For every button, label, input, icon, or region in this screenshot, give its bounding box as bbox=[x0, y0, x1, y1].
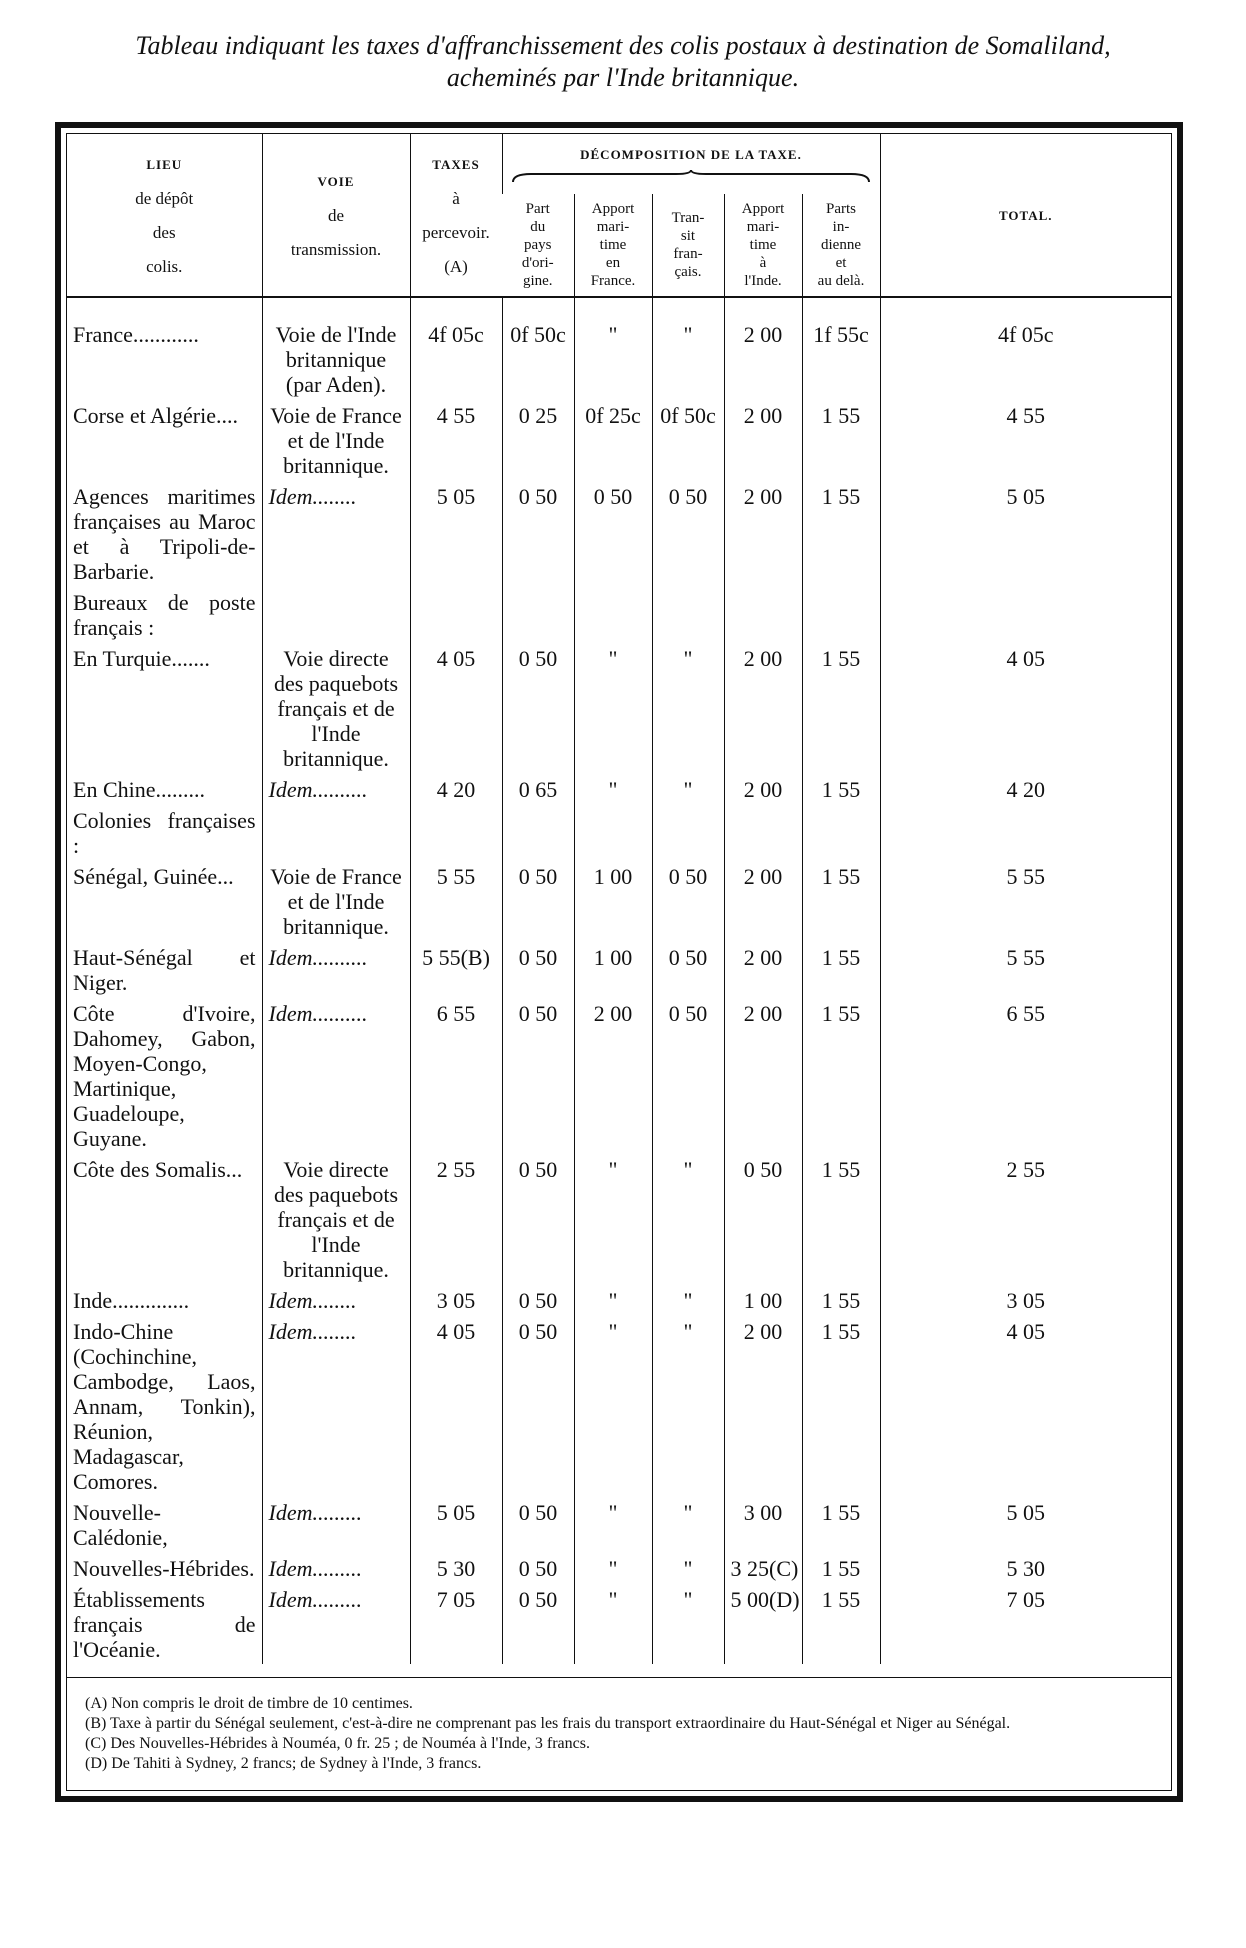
cell-voie: Voie de France et de l'Inde britannique. bbox=[262, 399, 410, 480]
cell-taxe: 3 05 bbox=[410, 1284, 502, 1315]
cell-transit: 0 50 bbox=[652, 941, 724, 997]
cell-taxe: 5 55 bbox=[410, 860, 502, 941]
cell-lieu: Nouvelles-Hébrides. bbox=[73, 1556, 255, 1581]
tariff-table bbox=[67, 134, 1171, 1664]
table-row bbox=[67, 642, 1171, 773]
cell-taxe: 5 05 bbox=[410, 480, 502, 586]
table-row bbox=[67, 1496, 1171, 1552]
header-transit-francais: Tran- sit fran- çais. bbox=[652, 194, 724, 297]
cell-apport-inde: 2 00 bbox=[724, 297, 802, 399]
cell-lieu: Inde.............. bbox=[73, 1288, 190, 1313]
cell-taxe bbox=[410, 586, 502, 642]
header-decomposition: DÉCOMPOSITION DE LA TAXE. bbox=[502, 134, 880, 194]
cell-total: 5 55 bbox=[880, 941, 1171, 997]
cell-apport-france bbox=[574, 586, 652, 642]
cell-apport-france: " bbox=[574, 1552, 652, 1583]
cell-apport-inde bbox=[724, 586, 802, 642]
cell-total: 2 55 bbox=[880, 1153, 1171, 1284]
table-row bbox=[67, 1552, 1171, 1583]
cell-apport-inde: 2 00 bbox=[724, 997, 802, 1153]
cell-origine: 0 50 bbox=[502, 1496, 574, 1552]
cell-voie bbox=[262, 586, 410, 642]
table-row bbox=[67, 1284, 1171, 1315]
cell-lieu: Établissements français de l'Océanie. bbox=[73, 1587, 256, 1662]
cell-total: 6 55 bbox=[880, 997, 1171, 1153]
header-parts-indienne: Parts in- dienne et au delà. bbox=[802, 194, 880, 297]
cell-transit bbox=[652, 586, 724, 642]
cell-voie: Voie de l'Inde britannique (par Aden). bbox=[262, 297, 410, 399]
cell-apport-france: " bbox=[574, 1153, 652, 1284]
cell-transit: " bbox=[652, 773, 724, 804]
cell-parts-indienne: 1 55 bbox=[802, 642, 880, 773]
cell-transit bbox=[652, 804, 724, 860]
table-row bbox=[67, 480, 1171, 586]
cell-parts-indienne: 1 55 bbox=[802, 1496, 880, 1552]
table-row bbox=[67, 941, 1171, 997]
title-line-1: Tableau indiquant les taxes d'affranchissement des colis postaux à destination de Somaliland, bbox=[135, 31, 1111, 60]
cell-lieu: Bureaux de poste français : bbox=[73, 590, 256, 640]
cell-taxe: 5 30 bbox=[410, 1552, 502, 1583]
cell-lieu: Agences maritimes françaises au Maroc et à Tripoli-de-Barbarie. bbox=[73, 484, 256, 584]
cell-total: 5 05 bbox=[880, 480, 1171, 586]
cell-total: 4 20 bbox=[880, 773, 1171, 804]
cell-apport-inde: 1 00 bbox=[724, 1284, 802, 1315]
cell-voie: Idem......... bbox=[262, 1552, 410, 1583]
cell-transit: 0 50 bbox=[652, 480, 724, 586]
table-frame bbox=[55, 122, 1183, 1802]
cell-transit: " bbox=[652, 1153, 724, 1284]
cell-apport-france: 2 00 bbox=[574, 997, 652, 1153]
cell-origine bbox=[502, 586, 574, 642]
cell-origine: 0 50 bbox=[502, 1315, 574, 1496]
cell-taxe: 2 55 bbox=[410, 1153, 502, 1284]
cell-voie: Idem........ bbox=[262, 1315, 410, 1496]
header-total: TOTAL. bbox=[880, 134, 1171, 297]
cell-taxe: 5 55(B) bbox=[410, 941, 502, 997]
cell-origine: 0f 50c bbox=[502, 297, 574, 399]
cell-apport-france: " bbox=[574, 1583, 652, 1664]
cell-taxe: 6 55 bbox=[410, 997, 502, 1153]
cell-taxe bbox=[410, 804, 502, 860]
cell-apport-france: " bbox=[574, 642, 652, 773]
cell-lieu: Corse et Algérie.... bbox=[73, 403, 238, 428]
table-row bbox=[67, 1153, 1171, 1284]
cell-voie: Idem.......... bbox=[262, 997, 410, 1153]
cell-apport-france: " bbox=[574, 1496, 652, 1552]
cell-origine: 0 50 bbox=[502, 941, 574, 997]
cell-apport-inde: 2 00 bbox=[724, 480, 802, 586]
cell-total: 4 55 bbox=[880, 399, 1171, 480]
cell-total: 5 55 bbox=[880, 860, 1171, 941]
header-voie: VOIE de transmission. bbox=[262, 134, 410, 297]
cell-parts-indienne: 1 55 bbox=[802, 941, 880, 997]
cell-parts-indienne bbox=[802, 586, 880, 642]
cell-apport-inde: 2 00 bbox=[724, 941, 802, 997]
cell-parts-indienne: 1 55 bbox=[802, 1284, 880, 1315]
cell-apport-france: " bbox=[574, 1315, 652, 1496]
title-line-2: acheminés par l'Inde britannique. bbox=[446, 63, 800, 92]
cell-taxe: 7 05 bbox=[410, 1583, 502, 1664]
cell-parts-indienne: 1 55 bbox=[802, 1552, 880, 1583]
cell-lieu: Côte d'Ivoire, Dahomey, Gabon, Moyen-Congo, Martinique, Guadeloupe, Guyane. bbox=[73, 1001, 256, 1151]
footnote-a: (A) Non compris le droit de timbre de 10 centimes. bbox=[85, 1695, 413, 1712]
cell-apport-inde: 2 00 bbox=[724, 773, 802, 804]
cell-origine: 0 50 bbox=[502, 1552, 574, 1583]
cell-taxe: 4 05 bbox=[410, 1315, 502, 1496]
table-row bbox=[67, 997, 1171, 1153]
cell-apport-inde: 5 00(D) bbox=[724, 1583, 802, 1664]
cell-voie: Idem......... bbox=[262, 1583, 410, 1664]
cell-total: 4 05 bbox=[880, 1315, 1171, 1496]
cell-origine: 0 50 bbox=[502, 642, 574, 773]
cell-parts-indienne: 1f 55c bbox=[802, 297, 880, 399]
cell-lieu: Nouvelle-Calédonie, bbox=[73, 1500, 168, 1550]
footnote-d: (D) De Tahiti à Sydney, 2 francs; de Sydney à l'Inde, 3 francs. bbox=[85, 1755, 482, 1772]
cell-lieu: Côte des Somalis... bbox=[73, 1157, 243, 1182]
cell-transit: " bbox=[652, 1284, 724, 1315]
header-apport-france: Apport mari- time en France. bbox=[574, 194, 652, 297]
cell-total: 4f 05c bbox=[880, 297, 1171, 399]
cell-parts-indienne: 1 55 bbox=[802, 860, 880, 941]
cell-origine: 0 50 bbox=[502, 1583, 574, 1664]
cell-origine bbox=[502, 804, 574, 860]
cell-transit: " bbox=[652, 1583, 724, 1664]
cell-lieu: France............ bbox=[73, 322, 199, 347]
table-row bbox=[67, 297, 1171, 399]
footnotes bbox=[67, 1677, 1171, 1790]
cell-apport-france: 0f 25c bbox=[574, 399, 652, 480]
cell-origine: 0 50 bbox=[502, 860, 574, 941]
cell-lieu: Sénégal, Guinée... bbox=[73, 864, 234, 889]
header-apport-inde: Apport mari- time à l'Inde. bbox=[724, 194, 802, 297]
cell-taxe: 5 05 bbox=[410, 1496, 502, 1552]
document-title bbox=[40, 30, 1206, 94]
cell-total: 3 05 bbox=[880, 1284, 1171, 1315]
cell-transit: " bbox=[652, 1552, 724, 1583]
cell-origine: 0 50 bbox=[502, 1284, 574, 1315]
cell-apport-inde: 2 00 bbox=[724, 399, 802, 480]
cell-lieu: Haut-Sénégal et Niger. bbox=[73, 945, 256, 995]
cell-parts-indienne: 1 55 bbox=[802, 997, 880, 1153]
table-body bbox=[67, 297, 1171, 1664]
cell-apport-france bbox=[574, 804, 652, 860]
cell-apport-inde: 2 00 bbox=[724, 1315, 802, 1496]
cell-voie: Idem......... bbox=[262, 1496, 410, 1552]
cell-transit: " bbox=[652, 1315, 724, 1496]
cell-parts-indienne: 1 55 bbox=[802, 1583, 880, 1664]
cell-parts-indienne: 1 55 bbox=[802, 480, 880, 586]
table-row bbox=[67, 860, 1171, 941]
cell-voie: Idem........ bbox=[262, 480, 410, 586]
header-lieu: LIEU de dépôt des colis. bbox=[67, 134, 262, 297]
table-row bbox=[67, 773, 1171, 804]
cell-taxe: 4 05 bbox=[410, 642, 502, 773]
cell-voie: Idem........ bbox=[262, 1284, 410, 1315]
cell-apport-france: " bbox=[574, 1284, 652, 1315]
cell-origine: 0 50 bbox=[502, 1153, 574, 1284]
header-taxes: TAXES à percevoir. (A) bbox=[410, 134, 502, 297]
cell-apport-france: 1 00 bbox=[574, 860, 652, 941]
table-inner-frame bbox=[66, 133, 1172, 1791]
cell-apport-france: " bbox=[574, 297, 652, 399]
cell-apport-inde: 0 50 bbox=[724, 1153, 802, 1284]
cell-transit: " bbox=[652, 297, 724, 399]
cell-parts-indienne: 1 55 bbox=[802, 1315, 880, 1496]
cell-apport-inde: 2 00 bbox=[724, 860, 802, 941]
cell-parts-indienne: 1 55 bbox=[802, 399, 880, 480]
brace-icon bbox=[511, 170, 871, 184]
cell-total: 5 05 bbox=[880, 1496, 1171, 1552]
footnote-b: (B) Taxe à partir du Sénégal seulement, c'est-à-dire ne comprenant pas les frais du transport extraordinaire du Haut-Sénégal et Niger au Sénégal. bbox=[85, 1715, 1011, 1732]
cell-transit: " bbox=[652, 642, 724, 773]
cell-transit: 0 50 bbox=[652, 997, 724, 1153]
table-row bbox=[67, 586, 1171, 642]
cell-origine: 0 50 bbox=[502, 480, 574, 586]
cell-voie bbox=[262, 804, 410, 860]
cell-transit: 0 50 bbox=[652, 860, 724, 941]
cell-total: 7 05 bbox=[880, 1583, 1171, 1664]
cell-voie: Idem.......... bbox=[262, 773, 410, 804]
cell-taxe: 4f 05c bbox=[410, 297, 502, 399]
cell-lieu: Indo-Chine (Cochinchine, Cambodge, Laos, Annam, Tonkin), Réunion, Madagascar, Comores. bbox=[73, 1319, 256, 1494]
cell-apport-inde: 2 00 bbox=[724, 642, 802, 773]
cell-apport-france: 1 00 bbox=[574, 941, 652, 997]
cell-apport-france: 0 50 bbox=[574, 480, 652, 586]
cell-total: 5 30 bbox=[880, 1552, 1171, 1583]
cell-apport-inde: 3 00 bbox=[724, 1496, 802, 1552]
table-row bbox=[67, 804, 1171, 860]
table-row bbox=[67, 1315, 1171, 1496]
cell-parts-indienne bbox=[802, 804, 880, 860]
cell-transit: 0f 50c bbox=[652, 399, 724, 480]
header-part-origine: Part du pays d'ori- gine. bbox=[502, 194, 574, 297]
cell-lieu: En Chine......... bbox=[73, 777, 205, 802]
footnote-c: (C) Des Nouvelles-Hébrides à Nouméa, 0 fr. 25 ; de Nouméa à l'Inde, 3 francs. bbox=[85, 1735, 590, 1752]
cell-voie: Voie de France et de l'Inde britannique. bbox=[262, 860, 410, 941]
cell-apport-france: " bbox=[574, 773, 652, 804]
cell-transit: " bbox=[652, 1496, 724, 1552]
cell-voie: Voie directe des paquebots français et de l'Inde britannique. bbox=[262, 642, 410, 773]
cell-lieu: En Turquie....... bbox=[73, 646, 210, 671]
cell-voie: Idem.......... bbox=[262, 941, 410, 997]
cell-origine: 0 25 bbox=[502, 399, 574, 480]
table-row bbox=[67, 399, 1171, 480]
cell-taxe: 4 55 bbox=[410, 399, 502, 480]
cell-taxe: 4 20 bbox=[410, 773, 502, 804]
cell-lieu: Colonies françaises : bbox=[73, 808, 256, 858]
cell-apport-inde bbox=[724, 804, 802, 860]
cell-parts-indienne: 1 55 bbox=[802, 773, 880, 804]
cell-total bbox=[880, 804, 1171, 860]
cell-apport-inde: 3 25(C) bbox=[724, 1552, 802, 1583]
cell-origine: 0 50 bbox=[502, 997, 574, 1153]
cell-total bbox=[880, 586, 1171, 642]
cell-total: 4 05 bbox=[880, 642, 1171, 773]
cell-origine: 0 65 bbox=[502, 773, 574, 804]
table-row bbox=[67, 1583, 1171, 1664]
cell-parts-indienne: 1 55 bbox=[802, 1153, 880, 1284]
cell-voie: Voie directe des paquebots français et de l'Inde britannique. bbox=[262, 1153, 410, 1284]
